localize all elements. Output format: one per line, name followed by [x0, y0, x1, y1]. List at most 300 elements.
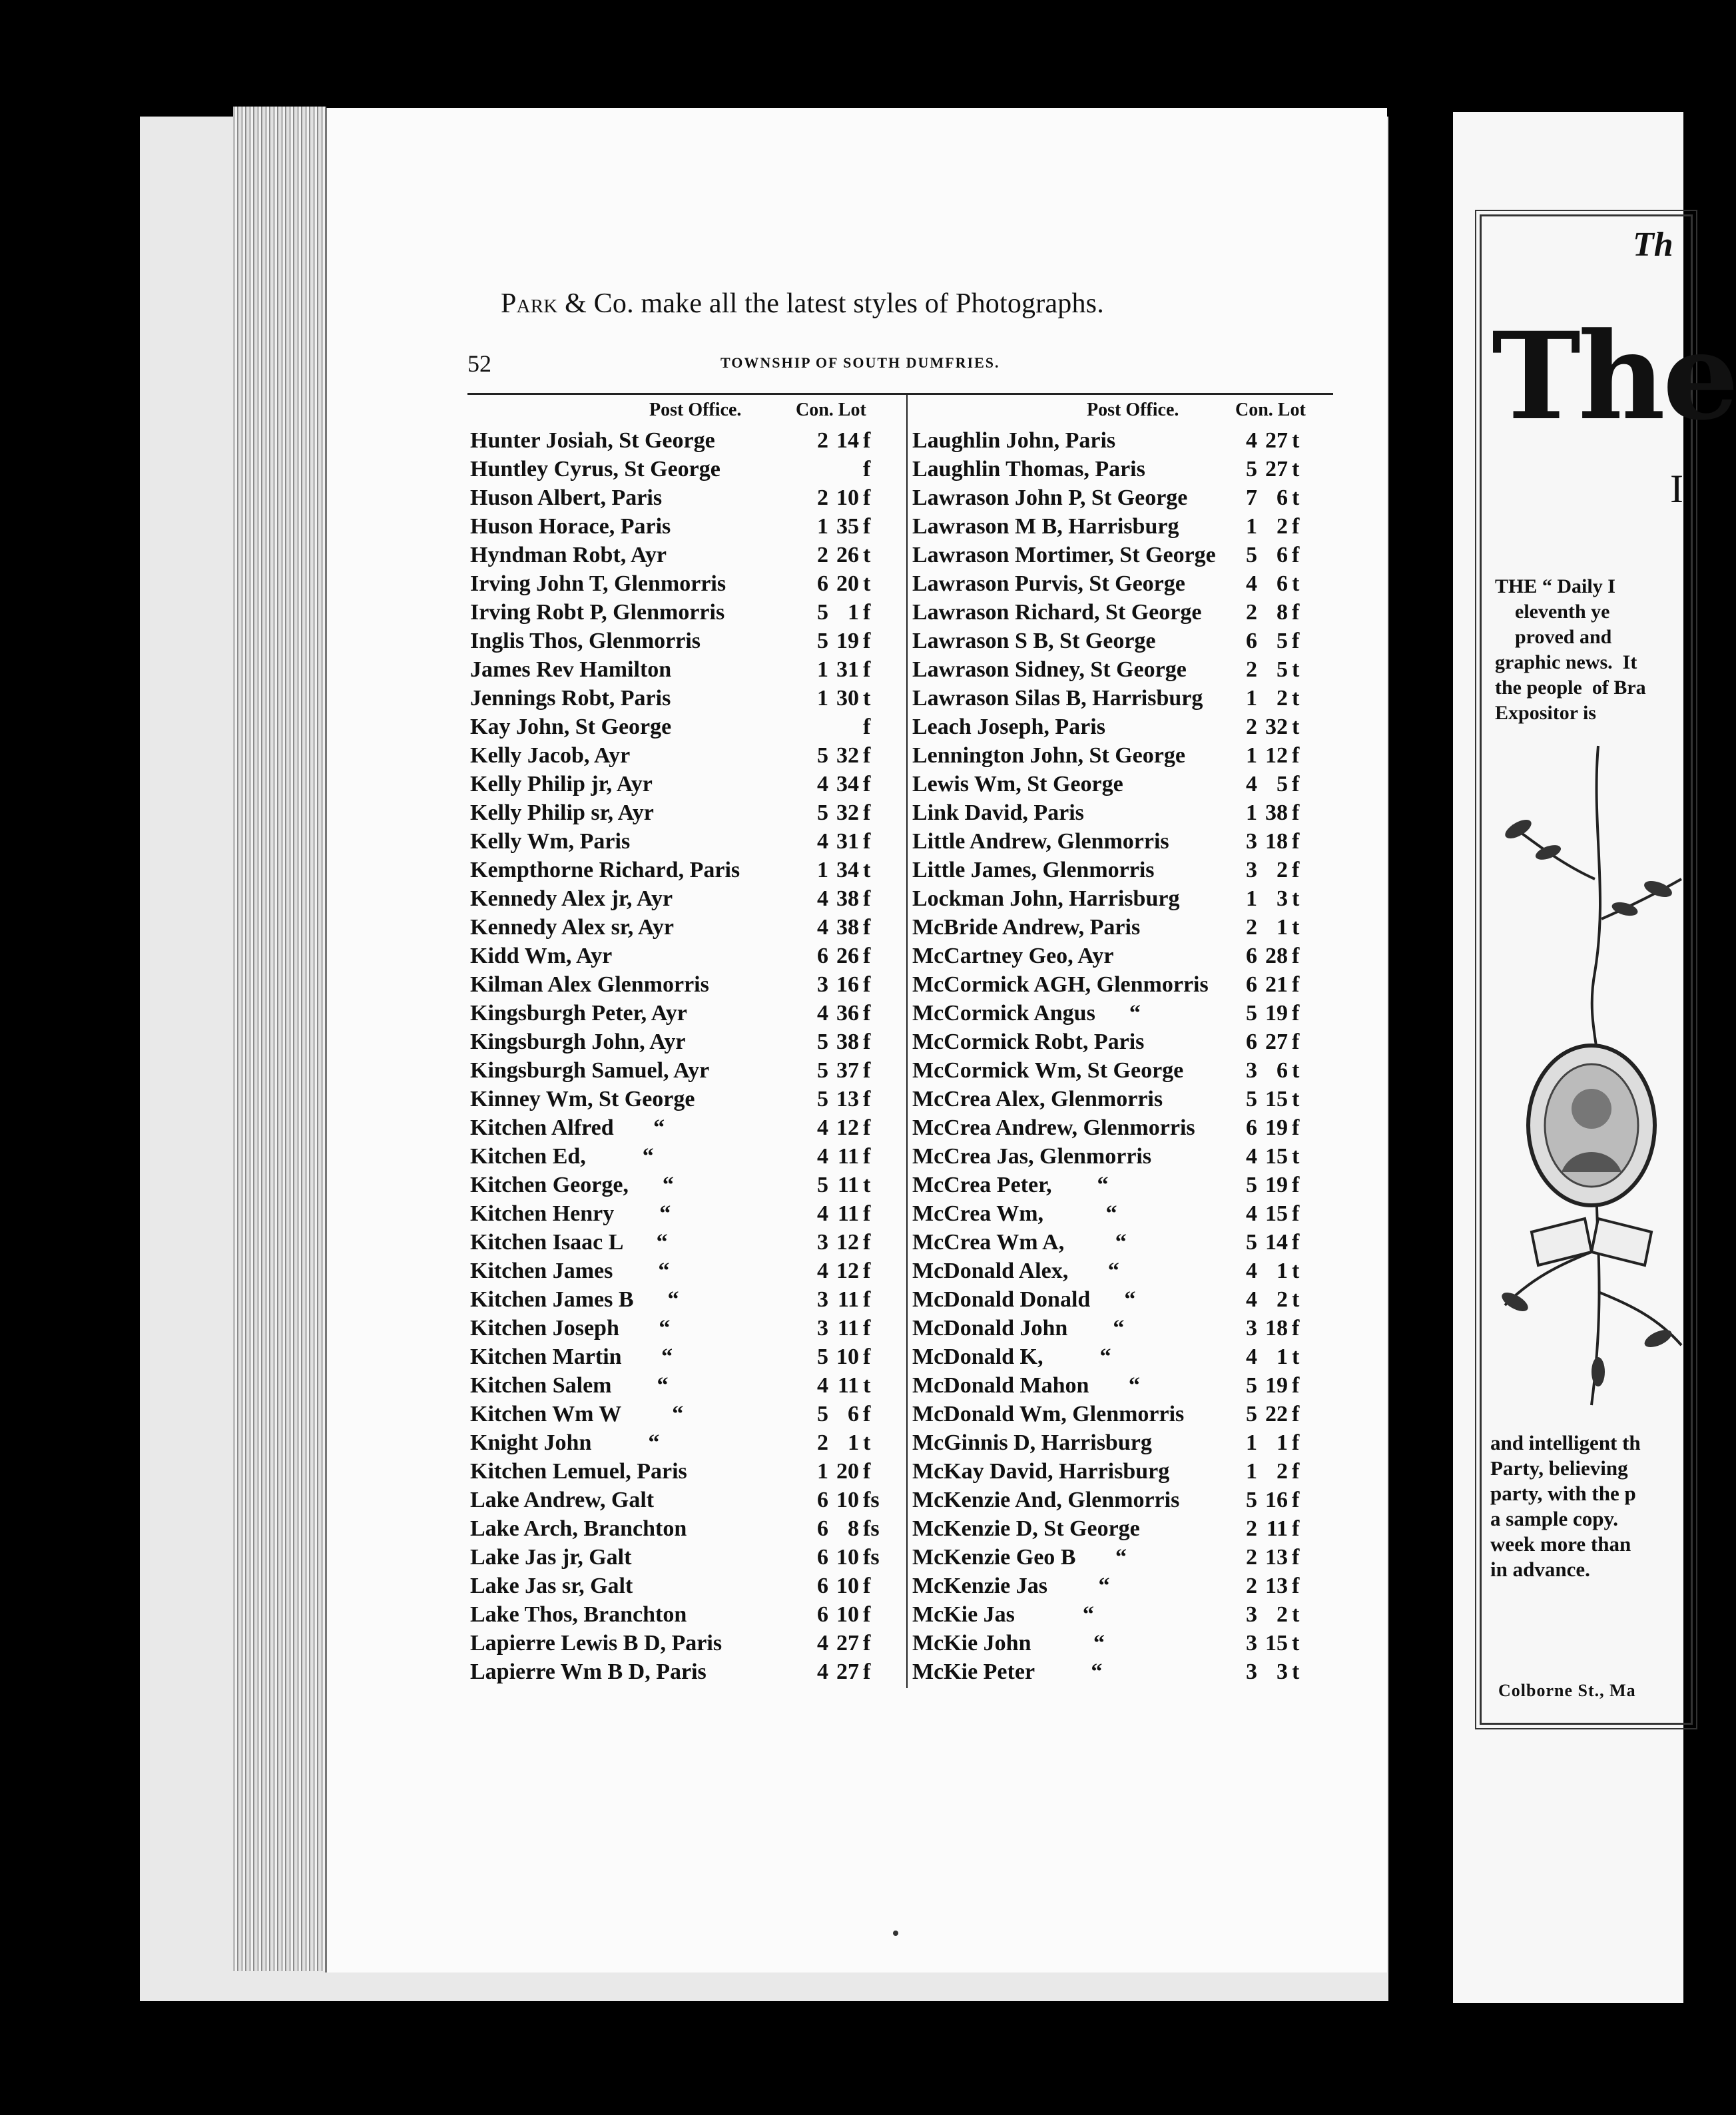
entry-status: f: [863, 428, 871, 453]
entry-status: f: [1292, 514, 1300, 539]
entry-name: Kinney Wm, St George: [470, 1087, 695, 1111]
entry-name: Huson Horace, Paris: [470, 514, 671, 539]
entry-concession: 6: [1246, 944, 1257, 968]
entry-concession: 2: [817, 428, 828, 453]
entry-name: McDonald John “: [912, 1316, 1125, 1341]
entry-concession: 5: [817, 1030, 828, 1054]
directory-entry: [912, 1314, 1332, 1343]
entry-lot: 20: [836, 571, 859, 596]
entry-concession: 4: [817, 829, 828, 854]
entry-concession: 2: [1246, 715, 1257, 739]
entry-concession: 2: [1246, 657, 1257, 682]
entry-lot: 38: [836, 886, 859, 911]
directory-entry: [470, 426, 903, 455]
directory-entry: [912, 970, 1332, 999]
entry-name: Huntley Cyrus, St George: [470, 457, 721, 481]
entry-concession: 3: [1246, 1316, 1257, 1341]
directory-entry: [470, 1400, 903, 1428]
directory-entry: [912, 598, 1332, 627]
entry-status: f: [863, 514, 871, 539]
directory-entry: [470, 1285, 903, 1314]
entry-name: McKay David, Harrisburg: [912, 1459, 1170, 1484]
entry-status: t: [1292, 686, 1300, 711]
entry-concession: 4: [817, 772, 828, 796]
entry-name: Lawrason Sidney, St George: [912, 657, 1187, 682]
entry-concession: 4: [817, 1660, 828, 1684]
directory-entry: [470, 1371, 903, 1400]
entry-status: f: [1292, 1574, 1300, 1598]
entry-concession: 7: [1246, 485, 1257, 510]
left-post-office-header: Post Office.: [649, 400, 742, 420]
directory-entry: [470, 455, 903, 483]
entry-lot: 18: [1265, 1316, 1288, 1341]
entry-concession: 5: [1246, 1087, 1257, 1111]
entry-status: f: [1292, 629, 1300, 653]
entry-name: McCormick Robt, Paris: [912, 1030, 1145, 1054]
entry-name: McKenzie Jas “: [912, 1574, 1110, 1598]
directory-entry: [470, 1113, 903, 1142]
left-con-lot-header: Con. Lot: [796, 400, 866, 420]
directory-entry: [470, 1343, 903, 1371]
entry-name: Lake Arch, Branchton: [470, 1516, 687, 1541]
entry-lot: 22: [1265, 1402, 1288, 1426]
entry-lot: 3: [1277, 1660, 1288, 1684]
directory-entry: [912, 741, 1332, 770]
entry-lot: 12: [836, 1115, 859, 1140]
entry-status: f: [1292, 1201, 1300, 1226]
header-rule: [467, 393, 1333, 395]
entry-concession: 1: [1246, 686, 1257, 711]
page-number: 52: [467, 350, 491, 377]
ad-heading: Th: [1633, 226, 1673, 264]
entry-status: f: [863, 1574, 871, 1598]
entry-concession: 4: [1246, 1259, 1257, 1283]
entry-status: t: [863, 1373, 871, 1398]
entry-concession: 4: [1246, 428, 1257, 453]
directory-entry: [470, 655, 903, 684]
entry-concession: 3: [1246, 1660, 1257, 1684]
entry-name: Hyndman Robt, Ayr: [470, 543, 667, 567]
entry-concession: 2: [817, 543, 828, 567]
entry-name: McKenzie And, Glenmorris: [912, 1488, 1180, 1512]
ad-paragraph-2: and intelligent th Party, believing party, with the p a sample copy. week more than in advance.: [1490, 1431, 1641, 1581]
ad-subheading: I: [1670, 467, 1683, 511]
directory-entry: [470, 1228, 903, 1257]
entry-status: fs: [863, 1516, 880, 1541]
directory-entry: [470, 884, 903, 913]
entry-status: f: [863, 1001, 871, 1026]
directory-entry: [912, 426, 1332, 455]
entry-lot: 16: [1265, 1488, 1288, 1512]
entry-status: t: [863, 1173, 871, 1197]
entry-concession: 3: [817, 1287, 828, 1312]
entry-concession: 5: [1246, 457, 1257, 481]
entry-concession: 1: [1246, 743, 1257, 768]
directory-entry: [912, 1543, 1332, 1572]
entry-lot: 36: [836, 1001, 859, 1026]
entry-concession: 6: [817, 1488, 828, 1512]
entry-name: Lockman John, Harrisburg: [912, 886, 1180, 911]
directory-entry: [912, 942, 1332, 970]
entry-lot: 15: [1265, 1144, 1288, 1169]
entry-status: f: [1292, 1001, 1300, 1026]
directory-entry: [912, 655, 1332, 684]
entry-name: McCartney Geo, Ayr: [912, 944, 1114, 968]
entry-name: Kay John, St George: [470, 715, 672, 739]
directory-entry: [470, 1543, 903, 1572]
page-banner: [501, 288, 1104, 320]
entry-name: Lake Andrew, Galt: [470, 1488, 655, 1512]
entry-status: t: [863, 858, 871, 882]
entry-name: Kitchen Alfred “: [470, 1115, 665, 1140]
entry-lot: 10: [836, 1488, 859, 1512]
directory-entry: [470, 1028, 903, 1056]
entry-concession: 1: [1246, 1459, 1257, 1484]
entry-name: McDonald Wm, Glenmorris: [912, 1402, 1185, 1426]
entry-status: f: [863, 485, 871, 510]
entry-status: f: [863, 1402, 871, 1426]
entry-status: f: [863, 457, 871, 481]
directory-entry: [470, 1600, 903, 1629]
entry-lot: 35: [836, 514, 859, 539]
entry-lot: 11: [1266, 1516, 1288, 1541]
entry-concession: 6: [817, 1602, 828, 1627]
entry-lot: 10: [836, 1574, 859, 1598]
entry-name: Kingsburgh Samuel, Ayr: [470, 1058, 710, 1083]
entry-status: f: [1292, 1115, 1300, 1140]
entry-lot: 13: [1265, 1574, 1288, 1598]
directory-entry: [470, 970, 903, 999]
entry-name: McBride Andrew, Paris: [912, 915, 1141, 940]
entry-lot: 31: [836, 657, 859, 682]
entry-concession: 5: [1246, 1173, 1257, 1197]
entry-name: Lake Thos, Branchton: [470, 1602, 687, 1627]
entry-lot: 13: [1265, 1545, 1288, 1570]
directory-entry: [912, 1428, 1332, 1457]
directory-entry: [912, 1572, 1332, 1600]
entry-status: fs: [863, 1545, 880, 1570]
right-entry-column: [912, 426, 1332, 1686]
entry-lot: 12: [836, 1230, 859, 1255]
entry-concession: 4: [1246, 1345, 1257, 1369]
page-speck: [893, 1931, 898, 1936]
entry-name: McCormick Angus “: [912, 1001, 1141, 1026]
directory-entry: [470, 1572, 903, 1600]
entry-status: f: [1292, 800, 1300, 825]
entry-name: Kingsburgh John, Ayr: [470, 1030, 686, 1054]
directory-entry: [470, 1085, 903, 1113]
directory-entry: [470, 541, 903, 569]
entry-lot: 19: [1265, 1173, 1288, 1197]
entry-lot: 1: [1277, 1430, 1288, 1455]
entry-name: McCrea Andrew, Glenmorris: [912, 1115, 1195, 1140]
entry-status: f: [863, 972, 871, 997]
entry-concession: 1: [817, 858, 828, 882]
ad-title: The: [1492, 306, 1736, 447]
entry-concession: 6: [1246, 1115, 1257, 1140]
directory-entry: [912, 1371, 1332, 1400]
entry-name: McKenzie D, St George: [912, 1516, 1140, 1541]
entry-status: t: [863, 1430, 871, 1455]
entry-concession: 5: [1246, 1373, 1257, 1398]
entry-lot: 32: [1265, 715, 1288, 739]
entry-name: Little James, Glenmorris: [912, 858, 1155, 882]
directory-entry: [912, 1028, 1332, 1056]
entry-lot: 37: [836, 1058, 859, 1083]
entry-lot: 11: [837, 1144, 859, 1169]
entry-status: f: [1292, 1459, 1300, 1484]
entry-lot: 28: [1265, 944, 1288, 968]
entry-status: f: [863, 944, 871, 968]
entry-lot: 20: [836, 1459, 859, 1484]
entry-lot: 1: [848, 600, 859, 625]
entry-lot: 12: [836, 1259, 859, 1283]
directory-entry: [470, 770, 903, 798]
entry-status: f: [863, 1660, 871, 1684]
entry-lot: 6: [1277, 1058, 1288, 1083]
entry-concession: 1: [1246, 1430, 1257, 1455]
entry-concession: 1: [817, 657, 828, 682]
entry-lot: 6: [1277, 543, 1288, 567]
directory-entry: [470, 1457, 903, 1486]
entry-lot: 2: [1277, 858, 1288, 882]
entry-status: t: [863, 686, 871, 711]
entry-lot: 32: [836, 743, 859, 768]
entry-concession: 4: [1246, 1201, 1257, 1226]
entry-lot: 11: [837, 1173, 859, 1197]
entry-status: f: [863, 1631, 871, 1656]
entry-status: t: [1292, 1602, 1300, 1627]
entry-concession: 4: [1246, 1287, 1257, 1312]
entry-concession: 1: [817, 1459, 828, 1484]
entry-lot: 15: [1265, 1087, 1288, 1111]
directory-entry: [470, 1629, 903, 1658]
entry-name: Kelly Jacob, Ayr: [470, 743, 631, 768]
entry-lot: 14: [836, 428, 859, 453]
entry-status: t: [1292, 915, 1300, 940]
entry-name: Laughlin John, Paris: [912, 428, 1116, 453]
entry-name: Kitchen George, “: [470, 1173, 674, 1197]
directory-entry: [912, 713, 1332, 741]
entry-name: Little Andrew, Glenmorris: [912, 829, 1169, 854]
entry-name: McCrea Jas, Glenmorris: [912, 1144, 1152, 1169]
directory-entry: [912, 684, 1332, 713]
entry-concession: 6: [817, 571, 828, 596]
directory-entry: [912, 1085, 1332, 1113]
banner-text: & Co. make all the latest styles of Photographs.: [557, 288, 1104, 319]
entry-name: Hunter Josiah, St George: [470, 428, 715, 453]
directory-entry: [470, 512, 903, 541]
entry-name: Lawrason M B, Harrisburg: [912, 514, 1179, 539]
entry-status: f: [863, 1316, 871, 1341]
entry-name: McKie Peter “: [912, 1660, 1103, 1684]
entry-name: Knight John “: [470, 1430, 660, 1455]
directory-entry: [912, 541, 1332, 569]
entry-name: McCormick Wm, St George: [912, 1058, 1184, 1083]
entry-lot: 21: [1265, 972, 1288, 997]
entry-concession: 4: [817, 886, 828, 911]
entry-name: Kelly Wm, Paris: [470, 829, 631, 854]
entry-concession: 3: [1246, 1631, 1257, 1656]
entry-status: f: [863, 772, 871, 796]
entry-concession: 4: [817, 1115, 828, 1140]
entry-concession: 6: [1246, 972, 1257, 997]
entry-name: Irving Robt P, Glenmorris: [470, 600, 725, 625]
entry-status: f: [863, 1030, 871, 1054]
directory-entry: [912, 455, 1332, 483]
entry-lot: 6: [1277, 571, 1288, 596]
entry-concession: 3: [1246, 1058, 1257, 1083]
entry-concession: 1: [1246, 800, 1257, 825]
entry-status: f: [1292, 1173, 1300, 1197]
entry-name: Irving John T, Glenmorris: [470, 571, 726, 596]
entry-name: Jennings Robt, Paris: [470, 686, 671, 711]
entry-lot: 38: [836, 1030, 859, 1054]
entry-lot: 27: [836, 1631, 859, 1656]
entry-concession: 5: [1246, 1488, 1257, 1512]
entry-lot: 5: [1277, 772, 1288, 796]
entry-concession: 3: [1246, 858, 1257, 882]
entry-name: Kitchen James “: [470, 1259, 670, 1283]
entry-status: f: [863, 1115, 871, 1140]
entry-name: McKenzie Geo B “: [912, 1545, 1127, 1570]
entry-concession: 6: [817, 1516, 828, 1541]
entry-name: Lapierre Lewis B D, Paris: [470, 1631, 723, 1656]
entry-concession: 3: [817, 972, 828, 997]
entry-name: Lapierre Wm B D, Paris: [470, 1660, 707, 1684]
entry-status: f: [863, 715, 871, 739]
directory-entry: [470, 483, 903, 512]
directory-entry: [912, 1142, 1332, 1171]
entry-status: f: [863, 1144, 871, 1169]
entry-name: Kitchen Ed, “: [470, 1144, 654, 1169]
entry-status: f: [1292, 1373, 1300, 1398]
entry-concession: 4: [1246, 772, 1257, 796]
directory-entry: [912, 627, 1332, 655]
entry-lot: 10: [836, 1602, 859, 1627]
directory-entry: [470, 684, 903, 713]
directory-entry: [912, 1228, 1332, 1257]
directory-entry: [912, 884, 1332, 913]
entry-status: f: [863, 915, 871, 940]
entry-lot: 1: [848, 1430, 859, 1455]
entry-lot: 5: [1277, 657, 1288, 682]
entry-status: t: [1292, 715, 1300, 739]
entry-name: Kitchen Henry “: [470, 1201, 671, 1226]
directory-entry: [912, 1486, 1332, 1514]
entry-name: McDonald Alex, “: [912, 1259, 1119, 1283]
entry-concession: 5: [1246, 1402, 1257, 1426]
entry-name: Lake Jas jr, Galt: [470, 1545, 632, 1570]
entry-status: f: [1292, 1230, 1300, 1255]
entry-name: Kelly Philip jr, Ayr: [470, 772, 653, 796]
directory-entry: [912, 1400, 1332, 1428]
directory-entry: [912, 827, 1332, 856]
entry-concession: 5: [817, 1173, 828, 1197]
entry-concession: 2: [817, 485, 828, 510]
entry-name: Huson Albert, Paris: [470, 485, 663, 510]
entry-name: Kitchen Joseph “: [470, 1316, 671, 1341]
entry-name: Leach Joseph, Paris: [912, 715, 1105, 739]
entry-status: f: [1292, 858, 1300, 882]
entry-name: Lawrason Mortimer, St George: [912, 543, 1216, 567]
entry-status: t: [1292, 485, 1300, 510]
entry-lot: 27: [1265, 1030, 1288, 1054]
directory-entry: [912, 1285, 1332, 1314]
directory-entry: [470, 942, 903, 970]
entry-lot: 5: [1277, 629, 1288, 653]
entry-lot: 19: [1265, 1115, 1288, 1140]
entry-name: Lawrason Silas B, Harrisburg: [912, 686, 1203, 711]
entry-lot: 10: [836, 485, 859, 510]
entry-lot: 34: [836, 858, 859, 882]
entry-status: f: [863, 629, 871, 653]
entry-name: Lawrason Richard, St George: [912, 600, 1202, 625]
entry-concession: 1: [1246, 514, 1257, 539]
entry-lot: 11: [837, 1373, 859, 1398]
entry-status: f: [863, 886, 871, 911]
entry-name: Lawrason S B, St George: [912, 629, 1156, 653]
entry-concession: 5: [1246, 543, 1257, 567]
entry-concession: 2: [1246, 1545, 1257, 1570]
entry-lot: 11: [837, 1316, 859, 1341]
directory-entry: [470, 598, 903, 627]
entry-concession: 5: [1246, 1230, 1257, 1255]
entry-lot: 1: [1277, 915, 1288, 940]
entry-status: f: [1292, 543, 1300, 567]
entry-concession: 6: [1246, 629, 1257, 653]
entry-concession: 4: [817, 915, 828, 940]
entry-name: McDonald Mahon “: [912, 1373, 1140, 1398]
entry-lot: 27: [836, 1660, 859, 1684]
entry-name: McCrea Alex, Glenmorris: [912, 1087, 1163, 1111]
entry-status: t: [1292, 1345, 1300, 1369]
entry-concession: 6: [817, 944, 828, 968]
entry-status: t: [1292, 1087, 1300, 1111]
entry-status: f: [1292, 1516, 1300, 1541]
entry-status: f: [863, 1201, 871, 1226]
directory-entry: [912, 1514, 1332, 1543]
entry-concession: 5: [1246, 1001, 1257, 1026]
entry-lot: 1: [1277, 1259, 1288, 1283]
entry-name: Kitchen Lemuel, Paris: [470, 1459, 687, 1484]
entry-lot: 6: [848, 1402, 859, 1426]
entry-name: Lake Jas sr, Galt: [470, 1574, 633, 1598]
entry-name: Kennedy Alex jr, Ayr: [470, 886, 673, 911]
entry-status: t: [863, 571, 871, 596]
entry-status: f: [863, 1459, 871, 1484]
entry-status: t: [1292, 1660, 1300, 1684]
directory-entry: [470, 1514, 903, 1543]
entry-status: f: [863, 743, 871, 768]
entry-name: Kitchen Salem “: [470, 1373, 669, 1398]
entry-name: McCrea Wm, “: [912, 1201, 1117, 1226]
entry-concession: 5: [817, 600, 828, 625]
entry-concession: 2: [1246, 600, 1257, 625]
entry-name: McGinnis D, Harrisburg: [912, 1430, 1152, 1455]
directory-entry: [912, 1257, 1332, 1285]
entry-lot: 12: [1265, 743, 1288, 768]
directory-entry: [470, 827, 903, 856]
entry-name: McCrea Wm A, “: [912, 1230, 1127, 1255]
entry-status: f: [863, 1087, 871, 1111]
entry-concession: 6: [817, 1574, 828, 1598]
entry-name: James Rev Hamilton: [470, 657, 672, 682]
directory-entry: [912, 569, 1332, 598]
entry-status: f: [1292, 1030, 1300, 1054]
directory-entry: [912, 1600, 1332, 1629]
directory-entry: [470, 1314, 903, 1343]
